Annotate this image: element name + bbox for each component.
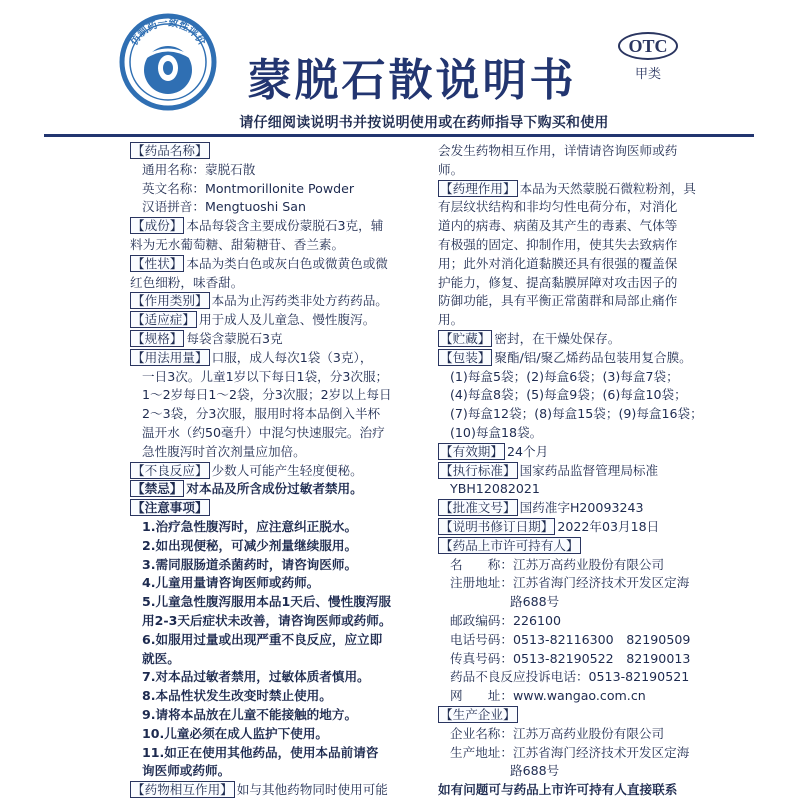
drug-name-section — [130, 142, 430, 161]
field-value: 0513-82116300 82190509 — [512, 631, 691, 647]
zip-row — [438, 612, 720, 631]
section-tag: 【有效期】 — [440, 443, 503, 459]
field-label: 邮政编码： — [450, 612, 513, 628]
text-line: 24个月 — [506, 443, 549, 459]
field-value: 蒙脱石散 — [204, 161, 256, 177]
tel-row — [438, 631, 720, 650]
validity-section — [438, 443, 720, 462]
section-tag: 【包装】 — [440, 349, 491, 365]
field-value: 0513-82190522 82190013 — [512, 650, 691, 666]
left-column — [130, 142, 430, 800]
adr-phone-row — [438, 668, 720, 687]
text-line: 有层纹状结构和非均匀性电荷分布，对消化 — [438, 199, 678, 215]
text-line: 用。 — [438, 312, 464, 328]
precaution-item: 6.如服用过量或出现严重不良反应，应立即 — [142, 631, 383, 647]
precaution-item: 11.如正在使用其他药品，使用本品前请咨 — [142, 744, 379, 760]
field-label: 企业名称： — [450, 725, 513, 741]
text-line: 2～3袋，分3次服，服用时将本品倒入半杯 — [142, 406, 381, 422]
text-line: 口服，成人每次1袋（3克）， — [211, 349, 373, 365]
text-line: 料为无水葡萄糖、甜菊糖苷、香兰素。 — [130, 236, 345, 252]
section-tag: 【贮藏】 — [440, 330, 491, 346]
text-line: 护能力，修复、提高黏膜屏障对攻击因子的 — [438, 274, 678, 290]
consistency-evaluation-badge-icon — [118, 12, 218, 112]
text-line: 1～2岁每日1～2袋，分3次服；2岁以上每日 — [142, 387, 392, 403]
precaution-item: 9.请将本品放在儿童不能接触的地方。 — [142, 706, 358, 722]
field-label: 网 址： — [450, 688, 513, 704]
text-line: 少数人可能产生轻度便秘。 — [211, 462, 363, 478]
ingredients-section — [130, 217, 430, 236]
field-label: 传真号码： — [450, 650, 513, 666]
category-section — [130, 292, 430, 311]
text-line: 急性腹泻时首次剂量应加倍。 — [142, 443, 306, 459]
contact-note: 如有问题可与药品上市许可持有人直接联系 — [438, 782, 678, 798]
section-tag: 【禁忌】 — [132, 481, 183, 497]
spec-section — [130, 330, 430, 349]
holder-address-row — [438, 574, 720, 593]
text-line: (4)每盒8袋；(5)每盒9袋；(6)每盒10袋； — [450, 387, 687, 403]
holder-name-row — [438, 556, 720, 575]
text-line: 道内的病毒、病菌及其产生的毒素、气体等 — [438, 218, 678, 234]
standard-section — [438, 462, 720, 481]
leaflet-sheet — [14, 8, 784, 798]
section-tag: 【作用类别】 — [132, 293, 208, 309]
precaution-item: 4.儿童用量请咨询医师或药师。 — [142, 575, 320, 591]
precaution-item: 用2-3天后症状未改善，请咨询医师或药师。 — [142, 612, 392, 628]
text-line: 密封，在干燥处保存。 — [494, 330, 621, 346]
indication-section — [130, 311, 430, 330]
section-tag: 【生产企业】 — [440, 706, 516, 722]
precaution-item: 询医师或药师。 — [142, 763, 231, 779]
right-column — [438, 142, 720, 800]
precautions-section — [130, 499, 430, 518]
maker-address-row — [438, 744, 720, 763]
text-line: 有极强的固定、抑制作用，使其失去致病作 — [438, 236, 678, 252]
usage-section — [130, 349, 430, 368]
field-value: 江苏省海门经济技术开发区定海 — [512, 744, 690, 760]
field-label: 药品不良反应投诉电话： — [450, 669, 589, 685]
text-line: (10)每盒18袋。 — [450, 424, 543, 440]
field-value: Mengtuoshi San — [204, 199, 306, 215]
fax-row — [438, 650, 720, 669]
approval-section — [438, 499, 720, 518]
badge-text: 仿制药一致性评价 — [128, 17, 208, 48]
field-label: 英文名称： — [142, 180, 205, 196]
page-subtitle: 请仔细阅读说明书并按说明使用或在药师指导下购买和使用 — [239, 115, 609, 131]
section-tag: 【用法用量】 — [132, 349, 208, 365]
text-line: (1)每盒5袋；(2)每盒6袋；(3)每盒7袋； — [450, 368, 679, 384]
text-line: 对本品及所含成份过敏者禁用。 — [186, 481, 363, 497]
text-line: 聚酯/铝/聚乙烯药品包装用复合膜。 — [494, 349, 692, 365]
pharmacology-section — [438, 180, 720, 199]
text-line: 防御功能，具有平衡正常菌群和局部止痛作 — [438, 293, 678, 309]
holder-section — [438, 537, 720, 556]
text-line: 如与其他药物同时使用可能 — [236, 782, 388, 798]
section-tag: 【适应症】 — [132, 312, 195, 328]
text-line: 用；此外对消化道黏膜还具有很强的覆盖保 — [438, 255, 678, 271]
text-line: 路688号 — [510, 594, 560, 610]
field-label: 通用名称： — [142, 161, 205, 177]
properties-section — [130, 255, 430, 274]
field-value: www.wangao.com.cn — [512, 688, 646, 704]
section-tag: 【药品名称】 — [132, 143, 208, 158]
text-line: (7)每盒12袋；(8)每盒15袋；(9)每盒16袋； — [450, 406, 703, 422]
package-section — [438, 349, 720, 368]
precaution-item: 就医。 — [142, 650, 180, 666]
text-line: 会发生药物相互作用，详情请咨询医师或药 — [438, 143, 678, 158]
maker-name-row — [438, 725, 720, 744]
otc-mark — [616, 32, 680, 92]
title-divider — [44, 134, 754, 137]
text-line: 温开水（约50毫升）中混匀快速服完。治疗 — [142, 424, 385, 440]
section-tag: 【说明书修订日期】 — [440, 518, 554, 534]
storage-section — [438, 330, 720, 349]
english-name-row — [130, 180, 430, 199]
precaution-item: 1.治疗急性腹泻时，应注意纠正脱水。 — [142, 518, 358, 534]
precaution-item: 10.儿童必须在成人监护下使用。 — [142, 725, 329, 741]
section-tag: 【规格】 — [132, 330, 183, 346]
text-line: 本品为止泻药类非处方药药品。 — [211, 293, 388, 309]
field-label: 注册地址： — [450, 575, 513, 591]
field-value: Montmorillonite Powder — [204, 180, 355, 196]
text-line: 用于成人及儿童急、慢性腹泻。 — [198, 312, 376, 328]
field-value: 江苏省海门经济技术开发区定海 — [512, 575, 690, 591]
otc-class: 甲类 — [634, 67, 661, 82]
section-tag: 【执行标准】 — [440, 462, 516, 478]
precaution-item: 7.对本品过敏者禁用，过敏体质者慎用。 — [142, 669, 370, 685]
section-tag: 【不良反应】 — [132, 462, 208, 478]
text-line: 2022年03月18日 — [557, 518, 660, 534]
field-label: 电话号码： — [450, 631, 513, 647]
generic-name-row — [130, 161, 430, 180]
text-line: 一日3次。儿童1岁以下每日1袋，分3次服； — [142, 368, 389, 384]
text-line: 国药准字H20093243 — [519, 500, 644, 516]
precaution-item: 2.如出现便秘，可减少剂量继续服用。 — [142, 537, 358, 553]
text-line: 师。 — [438, 161, 464, 177]
field-label: 汉语拼音： — [142, 199, 205, 215]
contraindication-section — [130, 480, 430, 499]
interaction-section — [130, 781, 430, 800]
page-title: 蒙脱石散说明书 — [247, 55, 577, 106]
text-line: 每袋含蒙脱石3克 — [186, 330, 283, 346]
text-line: 国家药品监督管理局标准 — [519, 462, 659, 478]
field-value: 江苏万高药业股份有限公司 — [512, 725, 665, 741]
text-line: 红色细粉，味香甜。 — [130, 274, 244, 290]
precaution-item: 8.本品性状发生改变时禁止使用。 — [142, 688, 332, 704]
pinyin-row — [130, 198, 430, 217]
section-tag: 【药理作用】 — [440, 180, 516, 196]
text-line: 本品为天然蒙脱石微粒粉剂，具 — [519, 180, 696, 196]
field-value: 226100 — [512, 612, 562, 628]
section-tag: 【成份】 — [132, 218, 183, 234]
text-line: 本品为类白色或灰白色或微黄色或微 — [186, 255, 388, 271]
text-line: YBH12082021 — [450, 481, 540, 497]
field-value: 0513-82190521 — [588, 669, 690, 685]
revision-section — [438, 518, 720, 537]
precaution-item: 3.需同服肠道杀菌药时，请咨询医师。 — [142, 556, 358, 572]
precaution-item: 5.儿童急性腹泻服用本品1天后、慢性腹泻服 — [142, 594, 391, 610]
adverse-section — [130, 462, 430, 481]
manufacturer-section — [438, 706, 720, 725]
section-tag: 【注意事项】 — [132, 500, 208, 516]
field-label: 生产地址： — [450, 744, 513, 760]
website-row — [438, 687, 720, 706]
text-line: 路688号 — [510, 763, 560, 779]
section-tag: 【药品上市许可持有人】 — [440, 537, 579, 553]
field-label: 名 称： — [450, 556, 513, 572]
section-tag: 【批准文号】 — [440, 500, 516, 516]
section-tag: 【性状】 — [132, 255, 183, 271]
field-value: 江苏万高药业股份有限公司 — [512, 556, 665, 572]
section-tag: 【药物相互作用】 — [132, 782, 233, 798]
text-line: 本品每袋含主要成份蒙脱石3克，辅 — [186, 218, 384, 234]
otc-label: OTC — [618, 32, 678, 60]
